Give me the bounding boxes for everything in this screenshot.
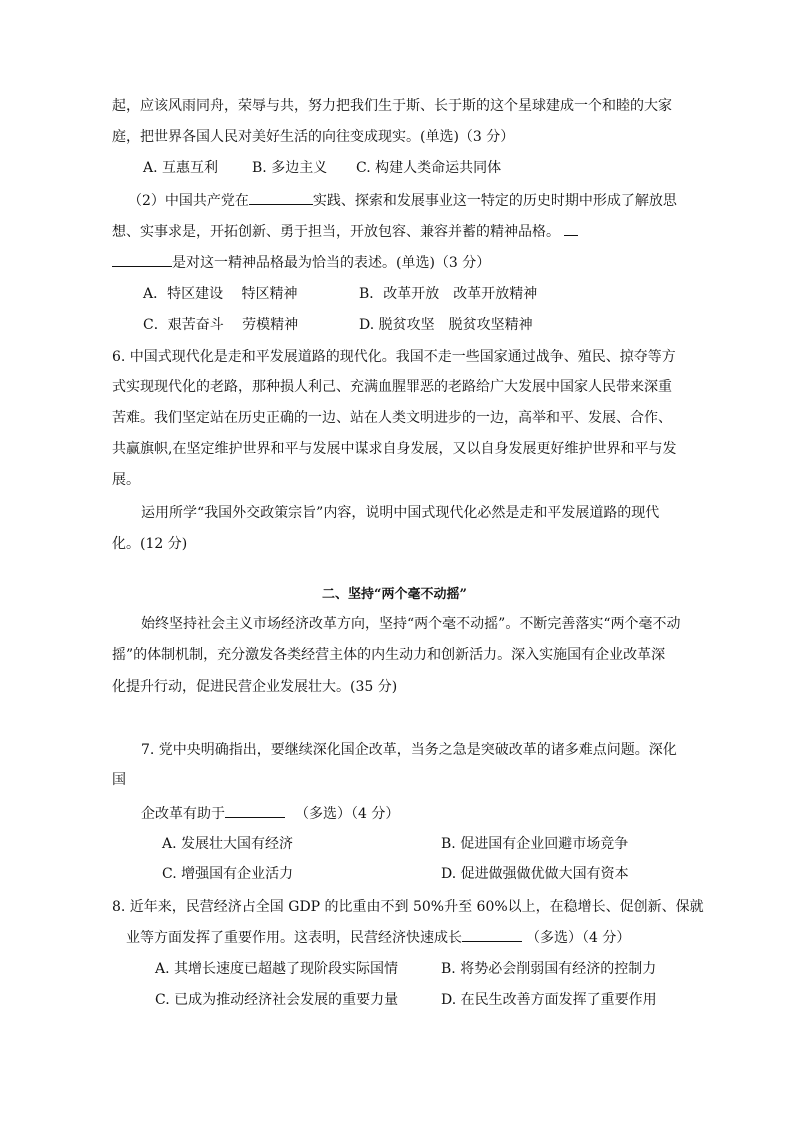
q8-line-2-pre: 业等方面发挥了重要作用。这表明，民营经济快速成长	[126, 930, 462, 946]
q5-2-line-1-post: 实践、探索和发展事业这一特定的历史时期中形成了解放思	[312, 193, 677, 209]
q5-text-line-2: 庭，把世界各国人民对美好生活的向往变成现实。(单选)（3 分）	[112, 129, 515, 145]
q8-option-d[interactable]: D. 在民生改善方面发挥了重要作用	[441, 992, 657, 1008]
answer-blank[interactable]	[462, 927, 522, 942]
q5-option-a[interactable]: A. 互惠互利	[143, 160, 219, 176]
q5-2-line-3	[112, 252, 490, 273]
answer-blank[interactable]	[225, 803, 285, 818]
q6-line-3: 苦难。我们坚定站在历史正确的一边、站在人类文明进步的一边，高举和平、发展、合作、	[112, 410, 672, 426]
q7-line-2: 国	[112, 772, 126, 788]
q7-line-3-pre: 企改革有助于	[141, 806, 225, 822]
q7-option-b[interactable]: B. 促进国有企业回避市场竞争	[441, 836, 629, 852]
q8-option-a[interactable]: A. 其增长速度已超越了现阶段实际国情	[155, 961, 399, 977]
q5-2-line-3-post: 是对这一精神品格最为恰当的表述。(单选)（3 分）	[172, 255, 491, 271]
q5-text-line-1: 起，应该风雨同舟，荣辱与共，努力把我们生于斯、长于斯的这个星球建成一个和睦的大家	[112, 98, 672, 114]
q5-2-line-2-text: 想、实事求是，开拓创新、勇于担当，开放包容、兼容并蓄的精神品格。	[112, 224, 560, 240]
q6-line-2: 式实现现代化的老路，那种损人利己、充满血腥罪恶的老路给广大发展中国家人民带来深重	[112, 379, 672, 395]
q5-2-option-d[interactable]: D. 脱贫攻坚 脱贫攻坚精神	[359, 317, 533, 333]
q7-option-c[interactable]: C. 增强国有企业活力	[162, 866, 294, 882]
q7-line-1: 7. 党中央明确指出，要继续深化国企改革，当务之急是突破改革的诸多难点问题。深化	[141, 742, 677, 758]
q5-2-line-1-pre: （2）中国共产党在	[128, 193, 249, 209]
answer-blank[interactable]	[249, 190, 313, 205]
answer-blank[interactable]	[112, 252, 172, 267]
answer-blank[interactable]	[564, 221, 578, 236]
q5-option-b[interactable]: B. 多边主义	[252, 160, 328, 176]
q6-line-1: 6. 中国式现代化是走和平发展道路的现代化。我国不走一些国家通过战争、殖民、掠夺等方	[112, 349, 676, 365]
section-intro-line-2: 摇”的体制机制，充分激发各类经营主体的内生动力和创新活力。深入实施国有企业改革深	[112, 647, 666, 663]
q5-2-option-b[interactable]: B．改革开放 改革开放精神	[359, 286, 538, 302]
section-title: 二、坚持“两个毫不动摇”	[322, 587, 467, 602]
section-intro-line-3: 化提升行动，促进民营企业发展壮大。(35 分)	[112, 679, 398, 695]
q7-option-a[interactable]: A. 发展壮大国有经济	[162, 836, 294, 852]
q8-line-1: 8. 近年来，民营经济占全国 GDP 的比重由不到 50%升至 60%以上，在稳增长、促创新、保就	[112, 899, 704, 915]
q6-line-5: 展。	[112, 472, 140, 488]
q6-line-6: 运用所学“我国外交政策宗旨”内容，说明中国式现代化必然是走和平发展道路的现代	[141, 505, 660, 521]
q6-line-4: 共赢旗帜,在坚定维护世界和平与发展中谋求自身发展，又以自身发展更好维护世界和平与发	[112, 441, 677, 457]
q8-line-2-post: （多选）（4 分）	[526, 930, 631, 946]
q5-2-line-1	[128, 190, 677, 211]
q7-line-3-post: （多选）（4 分）	[295, 806, 400, 822]
q8-option-b[interactable]: B. 将势必会削弱国有经济的控制力	[441, 961, 657, 977]
q7-option-d[interactable]: D. 促进做强做优做大国有资本	[441, 866, 629, 882]
q5-2-option-c[interactable]: C．艰苦奋斗 劳模精神	[143, 317, 299, 333]
q6-line-7: 化。(12 分)	[112, 536, 188, 552]
q5-option-c[interactable]: C. 构建人类命运共同体	[356, 160, 502, 176]
q7-line-3	[141, 803, 399, 824]
section-intro-line-1: 始终坚持社会主义市场经济改革方向，坚持“两个毫不动摇”。不断完善落实“两个毫不动	[141, 616, 681, 632]
q5-2-option-a[interactable]: A．特区建设 特区精神	[143, 286, 298, 302]
q8-option-c[interactable]: C. 已成为推动经济社会发展的重要力量	[155, 992, 399, 1008]
q5-2-line-2	[112, 221, 578, 242]
q8-line-2	[126, 927, 630, 948]
